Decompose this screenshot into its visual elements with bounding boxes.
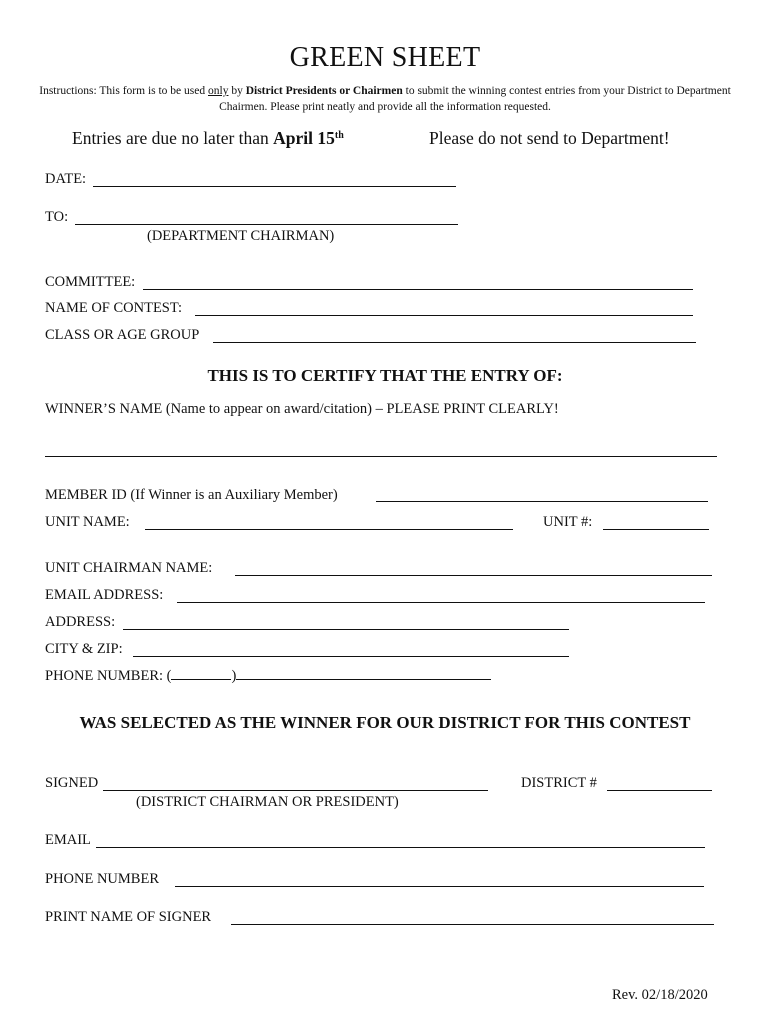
member-id-label: MEMBER ID (If Winner is an Auxiliary Member) <box>45 487 338 503</box>
signer-email-line[interactable] <box>96 847 705 848</box>
instructions-bold: District Presidents or Chairmen <box>245 85 403 97</box>
phone-number-line[interactable] <box>236 678 491 680</box>
due-prefix: Entries are due no later than <box>72 128 274 148</box>
to-label: TO: <box>45 209 69 225</box>
form-title: GREEN SHEET <box>289 42 481 73</box>
phone-label <box>45 668 491 685</box>
do-not-send-notice: Please do not send to Department! <box>429 128 670 148</box>
instructions-only: only <box>208 85 229 97</box>
committee-line[interactable] <box>143 289 693 290</box>
unit-name-line[interactable] <box>145 529 513 530</box>
signed-label: SIGNED <box>45 775 99 791</box>
committee-label: COMMITTEE: <box>45 274 136 290</box>
unit-name-label: UNIT NAME: <box>45 514 130 530</box>
instructions-text-b: by <box>228 85 246 97</box>
instructions-text-c: to submit the winning contest entries from your District to Department Chairmen. Please print neatly and provide all the information requested. <box>219 85 731 113</box>
revision-date: Rev. 02/18/2020 <box>612 987 708 1003</box>
class-label: CLASS OR AGE GROUP <box>45 327 200 343</box>
email-address-label: EMAIL ADDRESS: <box>45 587 164 603</box>
unit-chairman-label: UNIT CHAIRMAN NAME: <box>45 560 213 576</box>
to-line[interactable] <box>75 224 458 225</box>
unit-number-line[interactable] <box>603 529 709 530</box>
member-id-line[interactable] <box>376 501 708 502</box>
unit-number-label: UNIT #: <box>543 514 593 530</box>
print-name-label: PRINT NAME OF SIGNER <box>45 909 212 925</box>
selected-heading: WAS SELECTED AS THE WINNER FOR OUR DISTRICT FOR THIS CONTEST <box>79 713 691 732</box>
district-label: DISTRICT # <box>521 775 597 791</box>
unit-chairman-line[interactable] <box>235 575 712 576</box>
contest-line[interactable] <box>195 315 693 316</box>
print-name-line[interactable] <box>231 924 714 925</box>
instructions <box>38 83 732 115</box>
date-label: DATE: <box>45 171 87 187</box>
signer-email-label: EMAIL <box>45 832 91 848</box>
class-line[interactable] <box>213 342 696 343</box>
phone-paren-close: ) <box>231 668 237 684</box>
city-zip-line[interactable] <box>133 656 569 657</box>
date-line[interactable] <box>93 186 456 187</box>
district-line[interactable] <box>607 790 712 791</box>
due-date-suffix: th <box>334 130 344 141</box>
due-date-line <box>72 128 344 149</box>
address-label: ADDRESS: <box>45 614 116 630</box>
instructions-text-a: Instructions: This form is to be used <box>39 85 208 97</box>
signed-sublabel: (DISTRICT CHAIRMAN OR PRESIDENT) <box>136 794 399 810</box>
signed-line[interactable] <box>103 790 488 791</box>
address-line[interactable] <box>123 629 569 630</box>
to-sublabel: (DEPARTMENT CHAIRMAN) <box>147 228 335 244</box>
area-code-line[interactable] <box>171 678 231 680</box>
city-zip-label: CITY & ZIP: <box>45 641 123 657</box>
signer-phone-label: PHONE NUMBER <box>45 871 159 887</box>
winner-name-label: WINNER’S NAME (Name to appear on award/citation) – PLEASE PRINT CLEARLY! <box>45 401 559 417</box>
winner-name-line[interactable] <box>45 456 717 457</box>
email-address-line[interactable] <box>177 602 705 603</box>
phone-label-text: PHONE NUMBER: ( <box>45 668 172 684</box>
due-date: April 15 <box>273 128 335 148</box>
certify-heading: THIS IS TO CERTIFY THAT THE ENTRY OF: <box>207 366 563 385</box>
signer-phone-line[interactable] <box>175 886 704 887</box>
contest-label: NAME OF CONTEST: <box>45 300 183 316</box>
